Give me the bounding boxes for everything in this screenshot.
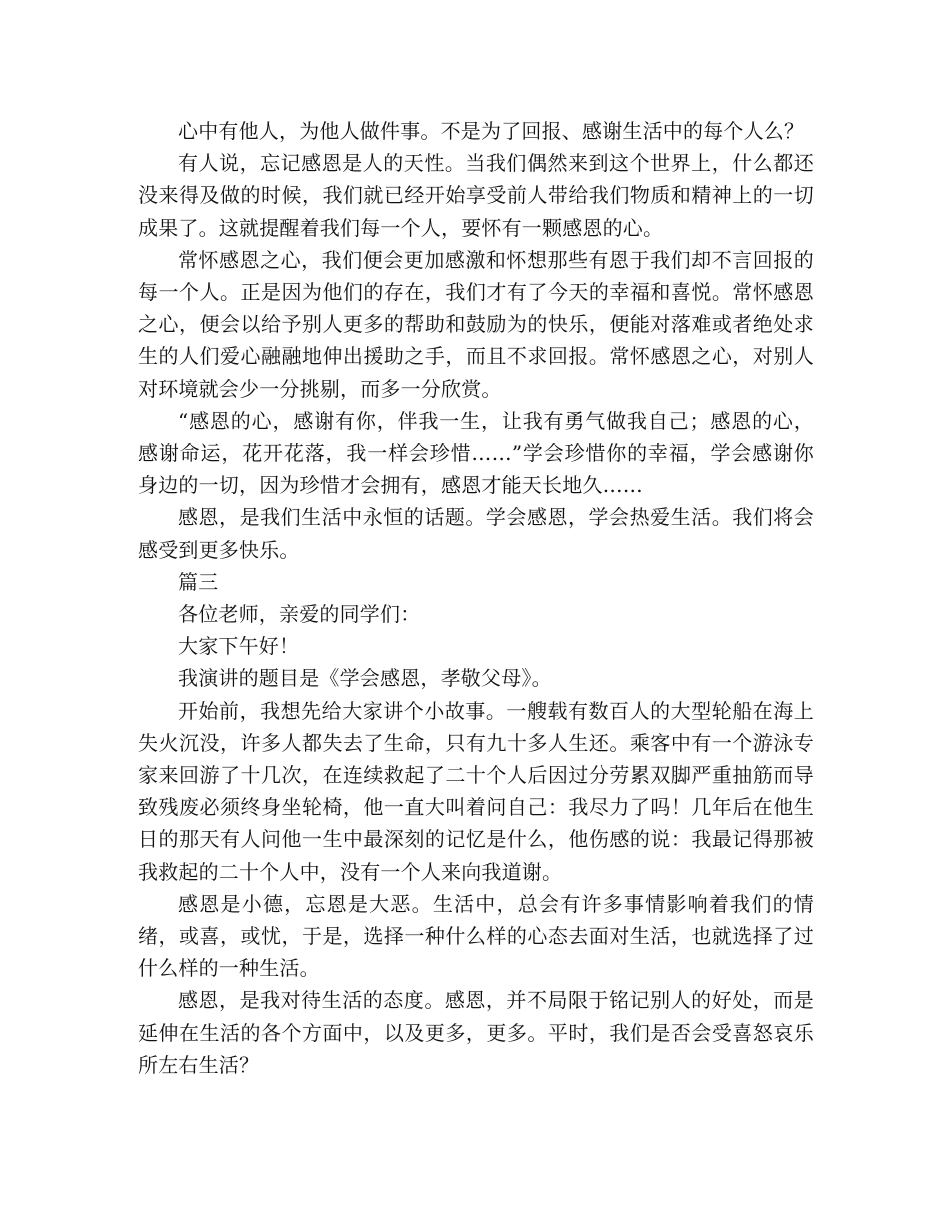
paragraph-gratitude: 感恩是小德，忘恩是大恶。生活中，总会有许多事情影响着我们的情绪，或喜，或忧，于是，选择一种什么样的心态去面对生活，也就选择了过什么样的一种生活。 xyxy=(138,891,814,981)
paragraph-5: 感恩，是我们生活中永恒的话题。学会感恩，学会热爱生活。我们将会感受到更多快乐。 xyxy=(138,505,814,562)
paragraph-story: 开始前，我想先给大家讲个小故事。一艘载有数百人的大型轮船在海上失火沉没，许多人都失去了生命，只有九十多人生还。乘客中有一个游泳专家来回游了十几次，在连续救起了二十个人后因过分劳累双脚严重抽筋而导致残废必须终身坐轮椅，他一直大叫着问自己：我尽力了吗！几年后在他生日的那天有人问他一生中最深刻的记忆是什么，他伤感的说：我最记得那被我救起的二十个人中，没有一个人来向我道谢。 xyxy=(138,698,814,884)
paragraph-3: 常怀感恩之心，我们便会更加感激和怀想那些有恩于我们却不言回报的每一个人。正是因为他们的存在，我们才有了今天的幸福和喜悦。常怀感恩之心，便会以给予别人更多的帮助和鼓励为的快乐，便能对落难或者绝处求生的人们爱心融融地伸出援助之手，而且不求回报。常怀感恩之心，对别人对环境就会少一分挑剔，而多一分欣赏。 xyxy=(138,247,814,401)
paragraph-2: 有人说，忘记感恩是人的天性。当我们偶然来到这个世界上，什么都还没来得及做的时候，我们就已经开始享受前人带给我们物质和精神上的一切成果了。这就提醒着我们每一个人，要怀有一颗感恩的心。 xyxy=(138,151,814,240)
salutation: 各位老师，亲爱的同学们： xyxy=(178,602,421,627)
paragraph-attitude: 感恩，是我对待生活的态度。感恩，并不局限于铭记别人的好处，而是延伸在生活的各个方面中，以及更多，更多。平时，我们是否会受喜怒哀乐所左右生活？ xyxy=(138,988,814,1077)
paragraph-4-quote: “感恩的心，感谢有你，伴我一生，让我有勇气做我自己；感恩的心，感谢命运，花开花落，我一样会珍惜……”学会珍惜你的幸福，学会感谢你身边的一切，因为珍惜才会拥有，感恩才能天长地久…… xyxy=(138,408,814,498)
speech-title-line: 我演讲的题目是《学会感恩，孝敬父母》。 xyxy=(178,666,552,691)
section-heading: 篇三 xyxy=(178,569,219,594)
document-body xyxy=(138,115,814,1081)
paragraph-1: 心中有他人，为他人做件事。不是为了回报、感谢生活中的每个人么？ xyxy=(178,119,805,143)
greeting: 大家下午好！ xyxy=(178,634,300,659)
